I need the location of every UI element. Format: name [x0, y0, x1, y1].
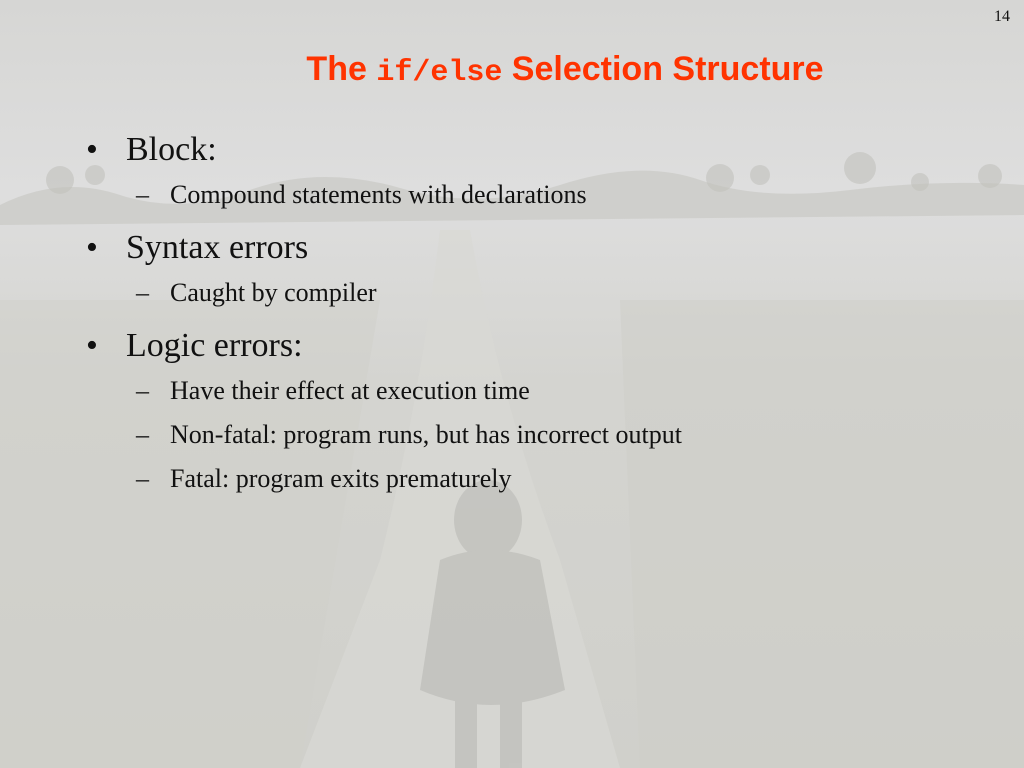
bullet-dot: •	[86, 327, 98, 364]
sub-bullet-text: Non-fatal: program runs, but has incorrect output	[170, 420, 682, 449]
sub-bullet-dash: –	[136, 376, 149, 405]
sub-bullet-dash: –	[136, 420, 149, 449]
title-prefix: The	[306, 50, 377, 88]
bullet-text: Block:	[126, 131, 217, 168]
bullet-dot: •	[86, 131, 98, 168]
sub-bullet-item	[136, 276, 964, 310]
sub-bullet-item	[136, 178, 964, 212]
sub-bullet-item	[136, 462, 964, 496]
sub-bullet-text: Have their effect at execution time	[170, 376, 530, 405]
bullet-dot: •	[86, 229, 98, 266]
title-suffix: Selection Structure	[502, 50, 824, 88]
sub-bullet-text: Fatal: program exits prematurely	[170, 464, 512, 493]
bullet-item	[86, 324, 964, 368]
sub-bullet-text: Caught by compiler	[170, 278, 377, 307]
bullet-group-logic	[86, 324, 964, 496]
bullet-text: Logic errors:	[126, 327, 303, 364]
sub-bullet-item	[136, 374, 964, 408]
sub-bullet-dash: –	[136, 180, 149, 209]
bullet-text: Syntax errors	[126, 229, 309, 266]
slide-title	[0, 50, 1024, 90]
title-code: if/else	[376, 56, 503, 90]
bullet-list	[86, 128, 964, 510]
bullet-item	[86, 226, 964, 270]
sub-bullet-text: Compound statements with declarations	[170, 180, 587, 209]
bullet-group-syntax	[86, 226, 964, 310]
bullet-item	[86, 128, 964, 172]
slide-number: 14	[994, 8, 1010, 25]
bullet-group-block	[86, 128, 964, 212]
sub-bullet-dash: –	[136, 464, 149, 493]
sub-bullet-item	[136, 418, 964, 452]
sub-bullet-dash: –	[136, 278, 149, 307]
